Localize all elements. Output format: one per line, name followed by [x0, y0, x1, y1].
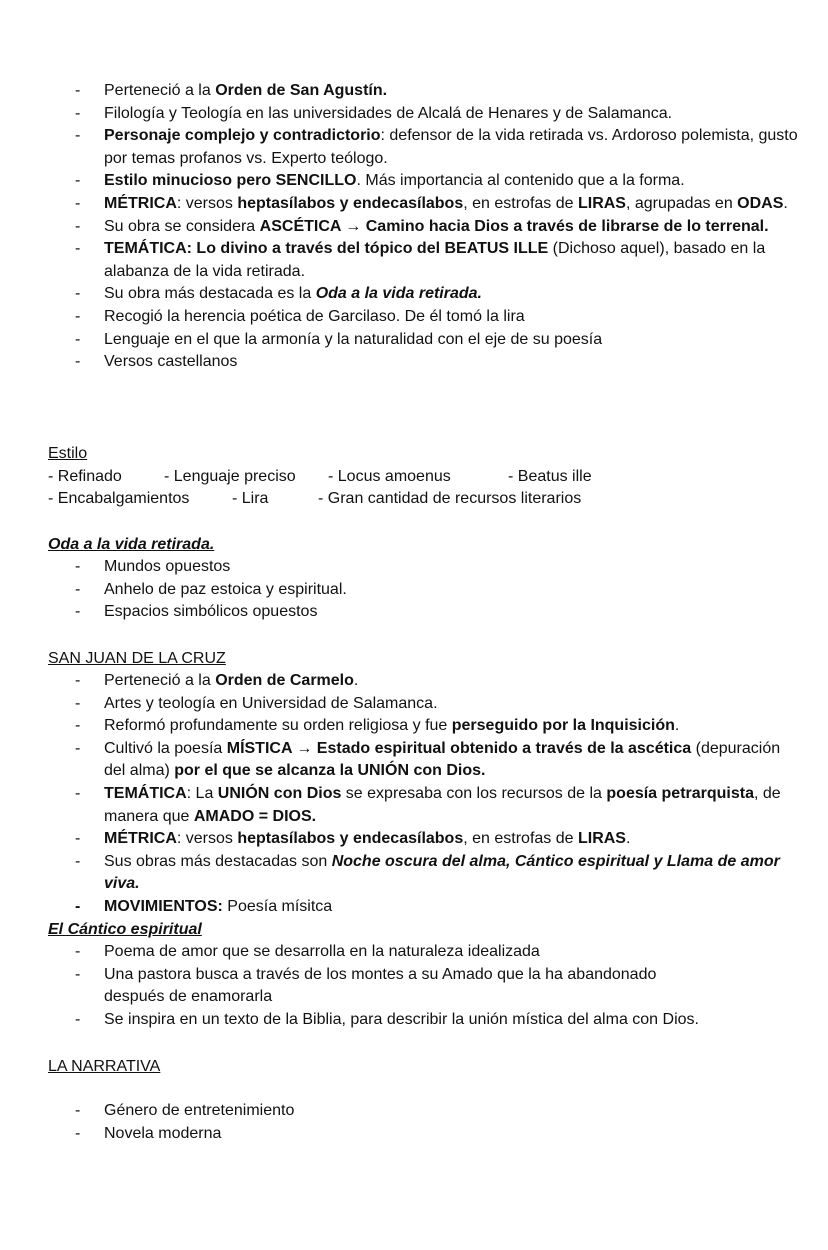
list-item: - Poema de amor que se desarrolla en la naturaleza idealizada	[0, 941, 828, 964]
list-item: - Género de entretenimiento	[0, 1100, 828, 1123]
list-item: - TEMÁTICA: Lo divino a través del tópico del BEATUS ILLE (Dichoso aquel), basado en la alabanza de la vida retirada.	[0, 238, 828, 283]
list-item: - MOVIMIENTOS: Poesía mísitca	[0, 896, 828, 919]
list-item: - Perteneció a la Orden de San Agustín.	[0, 80, 828, 103]
estilo-item: - Refinado	[48, 468, 122, 485]
estilo-item: - Gran cantidad de recursos literarios	[318, 490, 582, 507]
list-item: - Filología y Teología en las universidades de Alcalá de Henares y de Salamanca.	[0, 103, 828, 126]
cantico-heading: El Cántico espiritual	[48, 921, 202, 938]
list-item: - Su obra se considera ASCÉTICA → Camino hacia Dios a través de librarse de lo terrenal.	[0, 216, 828, 239]
san-juan-heading: SAN JUAN DE LA CRUZ	[48, 650, 226, 667]
list-item: - Una pastora busca a través de los montes a su Amado que la ha abandonado después de enamorarla	[0, 964, 828, 1009]
list-item: - Su obra más destacada es la Oda a la vida retirada.	[0, 283, 828, 306]
oda-section	[0, 556, 828, 624]
list-item: - Versos castellanos	[0, 351, 828, 374]
estilo-item: - Lenguaje preciso	[164, 468, 296, 485]
list-item: - MÉTRICA: versos heptasílabos y endecasílabos, en estrofas de LIRAS, agrupadas en ODAS.	[0, 193, 828, 216]
list-item: - TEMÁTICA: La UNIÓN con Dios se expresaba con los recursos de la poesía petrarquista, de manera que AMADO = DIOS.	[0, 783, 828, 828]
estilo-item: - Beatus ille	[508, 468, 592, 485]
narrativa-section	[0, 1100, 828, 1145]
list-item: - Reformó profundamente su orden religiosa y fue perseguido por la Inquisición.	[0, 715, 828, 738]
list-item: - Anhelo de paz estoica y espiritual.	[0, 579, 828, 602]
list-item: - MÉTRICA: versos heptasílabos y endecasílabos, en estrofas de LIRAS.	[0, 828, 828, 851]
san-juan-list	[0, 670, 828, 919]
list-item: - Espacios simbólicos opuestos	[0, 601, 828, 624]
list-item: - Recogió la herencia poética de Garcilaso. De él tomó la lira	[0, 306, 828, 329]
narrativa-heading: LA NARRATIVA	[48, 1058, 161, 1075]
oda-list	[0, 556, 828, 624]
list-item: - Estilo minucioso pero SENCILLO. Más importancia al contenido que a la forma.	[0, 170, 828, 193]
list-item: - Lenguaje en el que la armonía y la naturalidad con el eje de su poesía	[0, 329, 828, 352]
estilo-item: - Encabalgamientos	[48, 490, 190, 507]
fray-luis-section	[0, 80, 828, 374]
list-item: - Personaje complejo y contradictorio: defensor de la vida retirada vs. Ardoroso polemista, gusto por temas profanos vs. Experto teólogo.	[0, 125, 828, 170]
list-item: - Cultivó la poesía MÍSTICA → Estado espiritual obtenido a través de la ascética (depuración del alma) por el que se alcanza la UNIÓN con Dios.	[0, 738, 828, 783]
list-item: - Artes y teología en Universidad de Salamanca.	[0, 693, 828, 716]
estilo-item: - Lira	[232, 490, 269, 507]
narrativa-list	[0, 1100, 828, 1145]
list-item: - Novela moderna	[0, 1123, 828, 1146]
san-juan-section	[0, 670, 828, 919]
estilo-heading: Estilo	[48, 445, 88, 462]
fray-luis-list	[0, 80, 828, 374]
list-item: - Sus obras más destacadas son Noche oscura del alma, Cántico espiritual y Llama de amor viva.	[0, 851, 828, 896]
estilo-item: - Locus amoenus	[328, 468, 451, 485]
list-item: - Perteneció a la Orden de Carmelo.	[0, 670, 828, 693]
list-item: - Mundos opuestos	[0, 556, 828, 579]
cantico-list	[0, 941, 828, 1031]
cantico-section	[0, 941, 828, 1031]
list-item: - Se inspira en un texto de la Biblia, para describir la unión mística del alma con Dios.	[0, 1009, 828, 1032]
oda-heading: Oda a la vida retirada.	[48, 536, 215, 553]
